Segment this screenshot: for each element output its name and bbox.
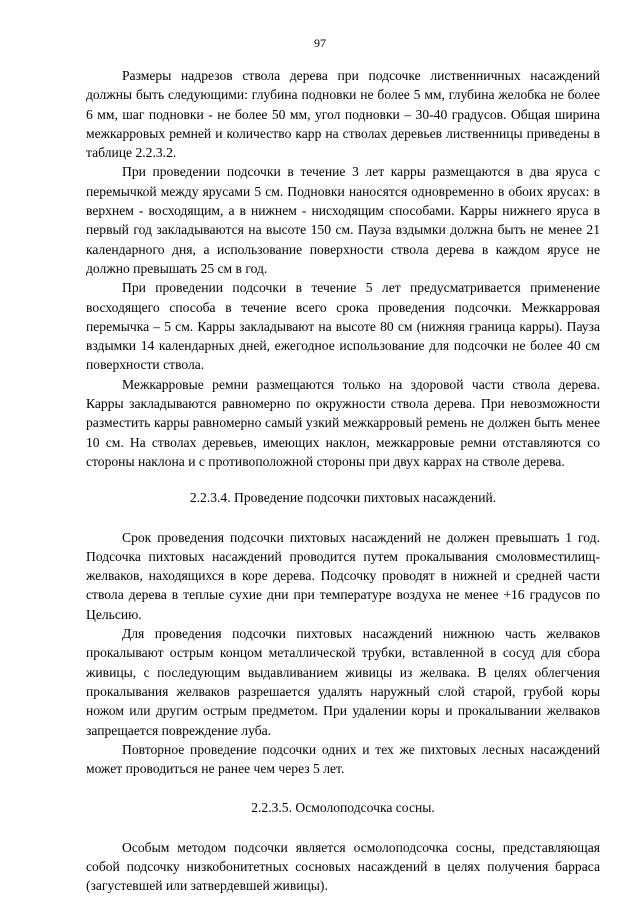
section-heading-pine-resin-tapping: 2.2.3.5. Осмолоподсочка сосны. [251,800,435,816]
page-number: 97 [314,36,326,50]
section-heading-fir-tapping: 2.2.3.4. Проведение подсочки пихтовых насаждений. [189,490,497,506]
paragraph-fir-tapping-method: Для проведения подсочки пихтовых насаждений нижнюю часть желваков прокалывают острым концом металлической трубки, вставленной в сосуд для сбора живицы, с последующим выдавливанием живицы из желвака. В целях облегчения прокалывания желваков разрешается удалять наружный слой старой, грубой коры ножом или другим острым предметом. При удалении коры и прокалывании желваков запрещается повреждение луба. [86,626,600,738]
paragraph-five-year-tapping: При проведении подсочки в течение 5 лет предусматривается применение восходящего способа в течение всего срока проведения подсочки. Межкарровая перемычка – 5 см. Карры закладывают на высоте 80 см (нижняя граница карры). Пауза вздымки 14 календарных дней, ежегодное использование для подсочки не более 40 см поверхности ствола. [86,280,600,373]
paragraph-inter-face-strips: Межкарровые ремни размещаются только на здоровой части ствола дерева. Карры закладываются равномерно по окружности ствола дерева. При невозможности разместить карры равномерно самый узкий межкарровый ремень не должен быть менее 10 см. На стволах деревьев, имеющих наклон, межкарровые ремни отставляются со стороны наклона и с противоположной стороны при двух каррах на стволе дерева. [86,376,600,469]
paragraph-fir-tapping-term: Срок проведения подсочки пихтовых насаждений не должен превышать 1 год. Подсочка пихтовых насаждений проводится путем прокалывания смоловместилищ-желваков, находящихся в коре дерева. Подсочку проводят в нижней и средней части ствола дерева в теплые сухие дни при температуре воздуха не менее +16 градусов по Цельсию. [86,529,600,622]
paragraph-fir-repeat-tapping: Повторное проведение подсочки одних и тех же пихтовых лесных насаждений может проводиться не ранее чем через 5 лет. [86,741,600,777]
paragraph-larch-cut-sizes: Размеры надрезов ствола дерева при подсочке лиственничных насаждений должны быть следующими: глубина подновки не более 5 мм, глубина желобка не более 6 мм, шаг подновки - не более 50 мм, угол подновки – 30-40 градусов. Общая ширина межкарровых ремней и количество карр на стволах деревьев лиственницы приведены в таблице 2.2.3.2. [86,68,600,161]
body-text [86,66,600,896]
paragraph-pine-resin-tapping: Особым методом подсочки является осмолоподсочка сосны, представляющая собой подсочку низкобонитетных сосновых насаждений в целях получения барраса (загустевшей или затвердевшей живицы). [86,839,600,894]
paragraph-three-year-tapping: При проведении подсочки в течение 3 лет карры размещаются в два яруса с перемычкой между ярусами 5 см. Подновки наносятся одновременно в обоих ярусах: в верхнем - восходящим, а в нижнем - нисходящим способами. Карры нижнего яруса в первый год закладываются на высоте 150 см. Пауза вздымки должна быть не менее 21 календарного дня, а использование поверхности ствола дерева в каждом ярусе не должно превышать 25 см в год. [86,164,600,276]
